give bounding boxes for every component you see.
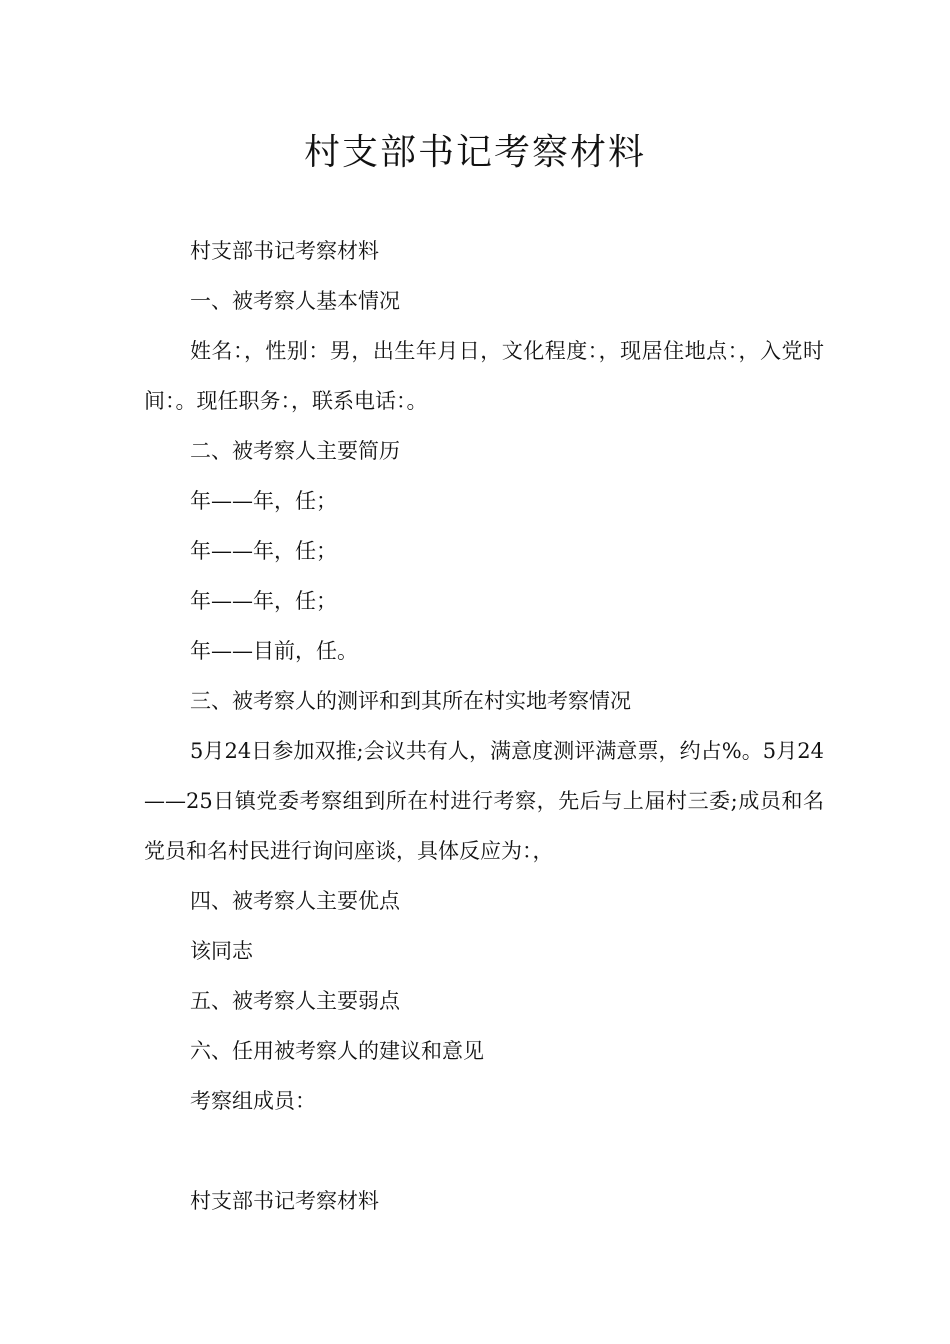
resume-line: 年——年，任； (190, 489, 337, 513)
document-title: 村支部书记考察材料 (303, 132, 646, 173)
section-heading-strengths: 四、被考察人主要优点 (190, 889, 400, 913)
resume-line: 年——年，任； (190, 589, 337, 613)
paragraph-evaluation: 5月24日参加双推;会议共有人，满意度测评满意票，约占%。5月24——25日镇党委考察组到所在村进行考察，先后与上届村三委;成员和名党员和名村民进行询问座谈，具体反应为：， (144, 739, 824, 863)
paragraph-inspection-team: 考察组成员： (190, 1089, 316, 1113)
section-heading-basic-info: 一、被考察人基本情况 (190, 289, 400, 313)
section-heading-evaluation: 三、被考察人的测评和到其所在村实地考察情况 (190, 689, 631, 713)
section-heading-suggestions: 六、任用被考察人的建议和意见 (190, 1039, 484, 1063)
paragraph-strengths: 该同志 (190, 939, 253, 963)
paragraph-basic-info: 姓名：，性别：男，出生年月日，文化程度：，现居住地点：，入党时间：。现任职务：，联系电话：。 (144, 339, 824, 413)
paragraph-footer-title: 村支部书记考察材料 (190, 1189, 379, 1213)
document-body (144, 226, 824, 1226)
resume-line: 年——年，任； (190, 539, 337, 563)
section-heading-weaknesses: 五、被考察人主要弱点 (190, 989, 400, 1013)
section-heading-resume: 二、被考察人主要简历 (190, 439, 400, 463)
blank-line (144, 1126, 824, 1176)
paragraph-heading-repeat: 村支部书记考察材料 (190, 239, 379, 263)
resume-line: 年——目前，任。 (190, 639, 358, 663)
